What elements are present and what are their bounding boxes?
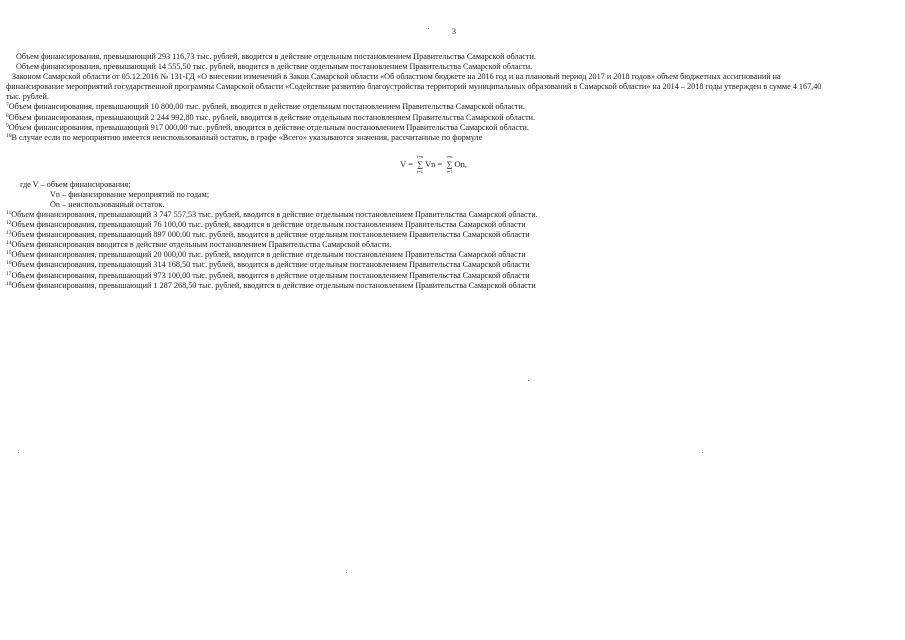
footnote-item: [6, 220, 538, 230]
footnote-text: Объем финансирования, превышающий 10 800,00 тыс. рублей, вводится в действие отдельным постановлением Правительства Самарской области.: [8, 102, 525, 112]
footnote-marker: 15: [6, 250, 12, 257]
footnote-text: Объем финансирования, превышающий 917 000,00 тыс. рублей, вводится в действие отдельным постановлением Правительства Самарской области.: [8, 122, 529, 132]
scan-speck: [528, 380, 529, 381]
scan-speck: [702, 452, 703, 453]
footnote-marker: 16: [6, 260, 12, 267]
definition-vn: Vn – финансирование мероприятий по годам;: [50, 190, 210, 200]
footnote-item: [6, 113, 886, 123]
footnote-item: [6, 240, 538, 250]
footnote-item: [6, 260, 538, 270]
footnote-item: [6, 271, 538, 281]
scan-speck: [18, 452, 19, 453]
footnote-marker: 17: [6, 270, 12, 277]
scan-speck: [428, 28, 429, 29]
formula-term-on: On,: [454, 159, 467, 169]
formula: [400, 154, 467, 174]
footnote-text: Законом Самарской области от 05.12.2016 № 131-ГД «О внесении изменений в Закон Самарской области «Об областном бюджете на 2016 год и на плановый период 2017 и 2018 годов» объем бюджетных ассигнований на финансирование мероприятий государственной программы Самарской области «Содействие развитию благоустройства территорий муниципальных образований в Самарской области» на 2014 – 2018 годы утвержден в сумме 4 167,40 тыс. рублей.: [6, 72, 822, 102]
formula-lhs: V =: [400, 159, 413, 169]
footnote-text: Объем финансирования, превышающий 14 555,50 тыс. рублей, вводится в действие отдельным постановлением Правительства Самарской области.: [16, 62, 533, 72]
footnote-item: [6, 72, 836, 102]
sum-upper-limit: i=n: [446, 154, 453, 159]
scan-speck: [346, 572, 347, 573]
sum-upper-limit: i=n: [417, 154, 424, 159]
definition-on: On – неиспользованный остаток.: [50, 200, 165, 210]
sum-lower-limit: i=1: [417, 169, 424, 174]
footnote-item: [6, 133, 886, 143]
footnote-item: [6, 62, 886, 72]
footnote-text: Объем финансирования, превышающий 293 116,73 тыс. рублей, вводится в действие отдельным постановлением Правительства Самарской области.: [16, 52, 536, 61]
footnote-text: В случае если по мероприятию имеется неиспользованный остаток, в графе «Всего» указываются значения, рассчитанные по формуле: [11, 132, 483, 142]
footnote-marker: 12: [6, 220, 12, 227]
footnote-marker: 10: [6, 132, 12, 139]
footnote-marker: 9: [6, 122, 9, 129]
footnote-marker: 13: [6, 230, 12, 237]
footnote-item: [6, 250, 538, 260]
sum-symbol: ∑ i=n i=1: [417, 154, 424, 174]
footnote-text: Объем финансирования, превышающий 76 100,00 тыс. рублей, вводится в действие отдельным постановлением Правительства Самарской области: [11, 220, 526, 230]
footnote-item: [6, 210, 538, 220]
footnote-marker: 7: [6, 102, 9, 109]
formula-term-vn: Vn: [425, 159, 436, 169]
footnotes-bottom: [6, 210, 538, 291]
footnote-text: Объем финансирования, превышающий 3 747 557,53 тыс. рублей, вводится в действие отдельным постановлением Правительства Самарской области.: [11, 210, 538, 219]
formula-equals: =: [437, 159, 443, 169]
page-number: 3: [452, 27, 456, 36]
formula-definitions: [20, 180, 209, 210]
footnote-marker: 14: [6, 240, 12, 247]
footnote-text: Объем финансирования, превышающий 2 244 992,80 тыс. рублей, вводится в действие отдельным постановлением Правительства Самарской области.: [8, 112, 536, 122]
footnote-item: [6, 52, 886, 62]
footnote-item: [6, 123, 886, 133]
footnote-text: Объем финансирования, превышающий 20 000,00 тыс. рублей, вводится в действие отдельным постановлением Правительства Самарской области: [11, 250, 526, 260]
footnote-item: [6, 230, 538, 240]
footnote-marker: 11: [6, 210, 12, 216]
definition-v: где V – объем финансирования;: [20, 180, 131, 189]
sum-lower-limit: i=1: [446, 169, 453, 174]
footnote-text: Объем финансирования, превышающий 314 168,50 тыс. рублей, вводится в действие отдельным постановлением Правительства Самарской области: [11, 260, 530, 270]
footnote-marker: 18: [6, 280, 12, 287]
footnotes-top: [6, 52, 886, 143]
footnote-text: Объем финансирования, превышающий 897 000,00 тыс. рублей, вводится в действие отдельным постановлением Правительства Самарской области: [11, 230, 530, 240]
footnote-item: [6, 102, 886, 112]
footnote-marker: 8: [6, 112, 9, 119]
footnote-text: Объем финансирования вводится в действие отдельным постановлением Правительства Самарской области.: [11, 240, 392, 250]
footnote-item: [6, 281, 538, 291]
sum-symbol: ∑ i=n i=1: [446, 154, 453, 174]
footnote-text: Объем финансирования, превышающий 973 100,00 тыс. рублей, вводится в действие отдельным постановлением Правительства Самарской области: [11, 270, 530, 280]
footnote-text: Объем финансирования, превышающий 1 287 268,50 тыс. рублей, вводится в действие отдельным постановлением Правительства Самарской области: [11, 280, 536, 290]
